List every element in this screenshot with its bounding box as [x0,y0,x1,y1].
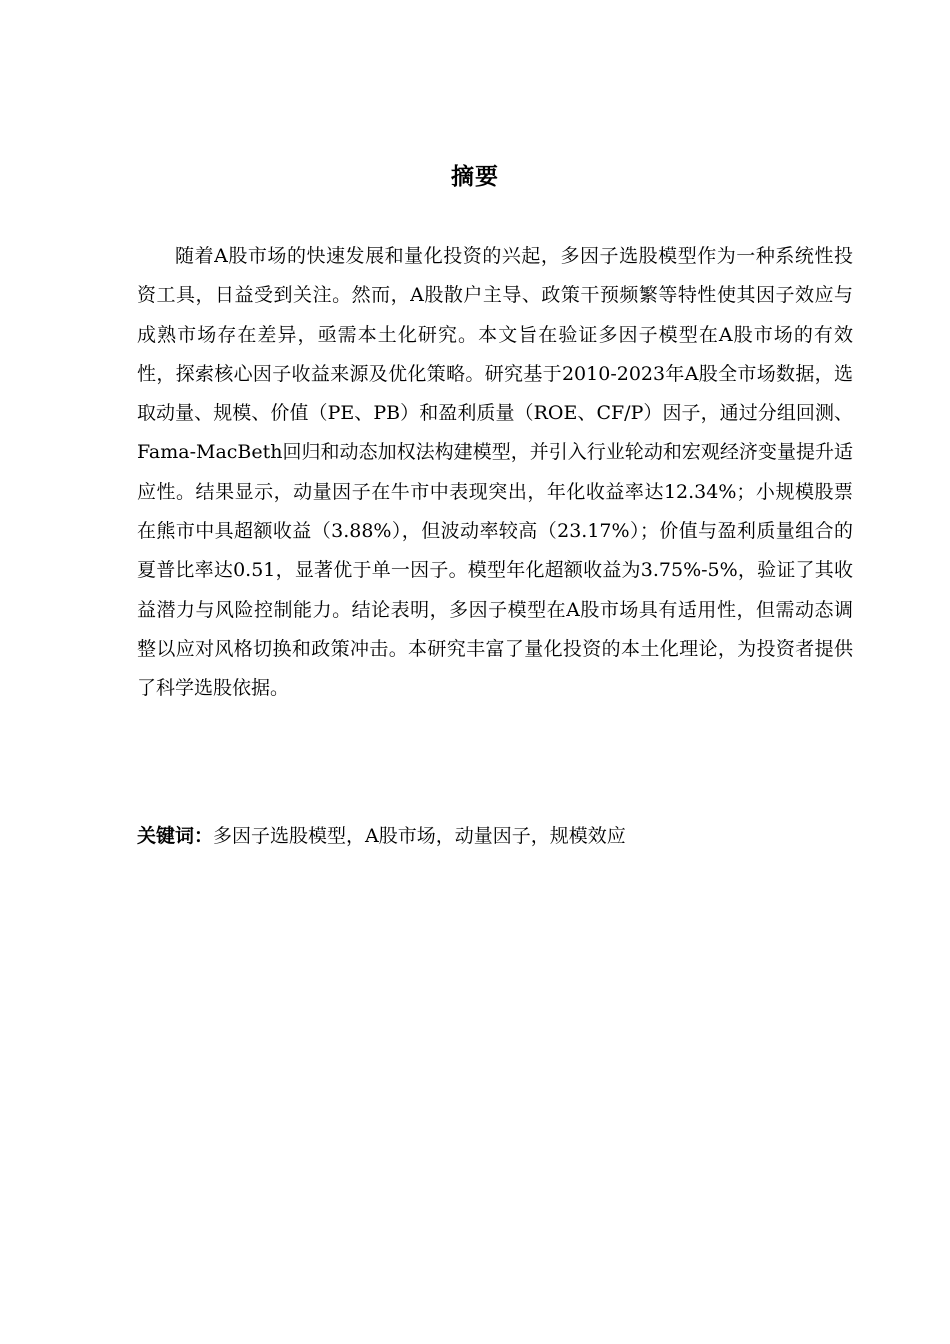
keywords-list: 多因子选股模型，A股市场，动量因子，规模效应 [213,825,626,847]
abstract-paragraph: 随着A股市场的快速发展和量化投资的兴起，多因子选股模型作为一种系统性投资工具，日益受到关注。然而，A股散户主导、政策干预频繁等特性使其因子效应与成熟市场存在差异，亟需本土化研究。本文旨在验证多因子模型在A股市场的有效性，探索核心因子收益来源及优化策略。研究基于2010-2023年A股全市场数据，选取动量、规模、价值（PE、PB）和盈利质量（ROE、CF/P）因子，通过分组回测、Fama-MacBeth回归和动态加权法构建模型，并引入行业轮动和宏观经济变量提升适应性。结果显示，动量因子在牛市中表现突出，年化收益率达12.34%；小规模股票在熊市中具超额收益（3.88%），但波动率较高（23.17%）；价值与盈利质量组合的夏普比率达0.51，显著优于单一因子。模型年化超额收益为3.75%-5%，验证了其收益潜力与风险控制能力。结论表明，多因子模型在A股市场具有适用性，但需动态调整以应对风格切换和政策冲击。本研究丰富了量化投资的本土化理论，为投资者提供了科学选股依据。 [137,245,853,700]
abstract-title: 摘要 [451,164,499,190]
keywords-line [137,817,853,856]
keywords-label: 关键词： [137,825,214,847]
